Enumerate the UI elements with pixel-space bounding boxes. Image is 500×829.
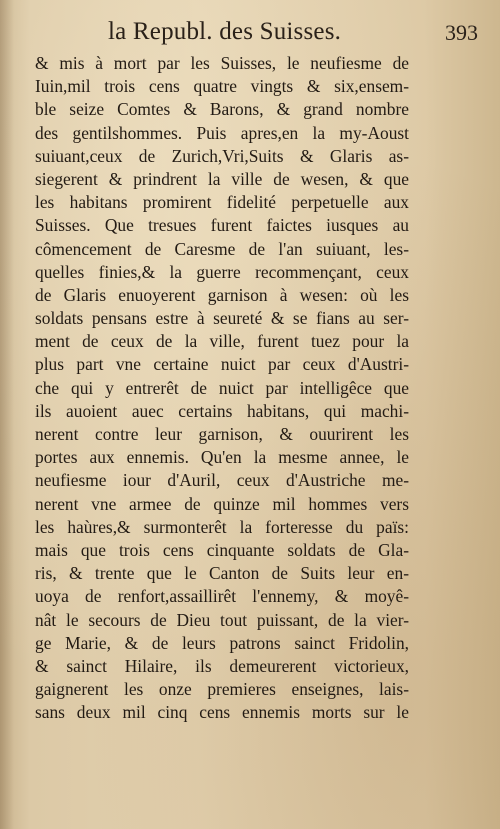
text-line: nerent vne armee de quinze mil hommes vers bbox=[35, 493, 409, 514]
text-line: ris, & trente que le Canton de Suits leur en- bbox=[35, 563, 409, 584]
text-line: & mis à mort par les Suisses, le neufiesme de bbox=[35, 53, 409, 73]
text-line: des gentilshommes. Puis apres,en la my-Aoust bbox=[35, 122, 409, 143]
text-line: cômencement de Caresme de l'an suiuant, les- bbox=[35, 238, 409, 259]
text-line: de Glaris enuoyerent garnison à wesen: où les bbox=[35, 284, 409, 305]
body-text bbox=[35, 52, 409, 724]
text-line: mais que trois cens cinquante soldats de Gla- bbox=[35, 539, 409, 560]
text-line: Suisses. Que tresues furent faictes iusques au bbox=[35, 215, 409, 236]
text-line: nerent contre leur garnison, & ouurirent les bbox=[35, 424, 409, 444]
page-gutter-shadow bbox=[0, 0, 14, 829]
text-line: siegerent & prindrent la ville de wesen, & que bbox=[35, 168, 409, 189]
text-line: suiuant,ceux de Zurich,Vri,Suits & Glaris as- bbox=[35, 145, 409, 166]
text-line: ment de ceux de la ville, furent tuez pour la bbox=[35, 331, 409, 352]
text-line: ble seize Comtes & Barons, & grand nombre bbox=[35, 99, 409, 120]
page-number: 393 bbox=[445, 20, 478, 45]
text-line: quelles finies,& la guerre recommençant, ceux bbox=[35, 261, 409, 282]
text-line: gaignerent les onze premieres enseignes, lais- bbox=[35, 679, 409, 700]
text-line: uoya de renfort,assaillirêt l'ennemy, & moyê- bbox=[35, 586, 409, 607]
text-line: plus part vne certaine nuict par ceux d'Austri- bbox=[35, 354, 409, 375]
text-line: ils auoient auec certains habitans, qui machi- bbox=[35, 400, 409, 421]
text-line: les habitans promirent fidelité perpetuelle aux bbox=[35, 192, 409, 213]
text-line: che qui y entrerêt de nuict par intelligêce que bbox=[35, 377, 409, 398]
text-line: les haùres,& surmonterêt la forteresse du païs: bbox=[35, 516, 409, 537]
text-line: sans deux mil cinq cens ennemis morts sur le bbox=[35, 702, 409, 723]
text-line: Iuin,mil trois cens quatre vingts & six,ensem- bbox=[35, 76, 409, 97]
text-line: neufiesme iour d'Auril, ceux d'Austriche me- bbox=[35, 470, 409, 491]
text-line: portes aux ennemis. Qu'en la mesme annee, le bbox=[35, 447, 409, 468]
text-line: & sainct Hilaire, ils demeurerent victorieux, bbox=[35, 655, 409, 676]
running-head: la Republ. des Suisses. bbox=[108, 18, 342, 45]
page-header bbox=[108, 18, 478, 50]
text-line: ge Marie, & de leurs patrons sainct Fridolin, bbox=[35, 632, 409, 653]
text-line: soldats pensans estre à seureté & se fians au ser- bbox=[35, 308, 409, 329]
text-line: nât le secours de Dieu tout puissant, de la vier- bbox=[35, 609, 409, 630]
